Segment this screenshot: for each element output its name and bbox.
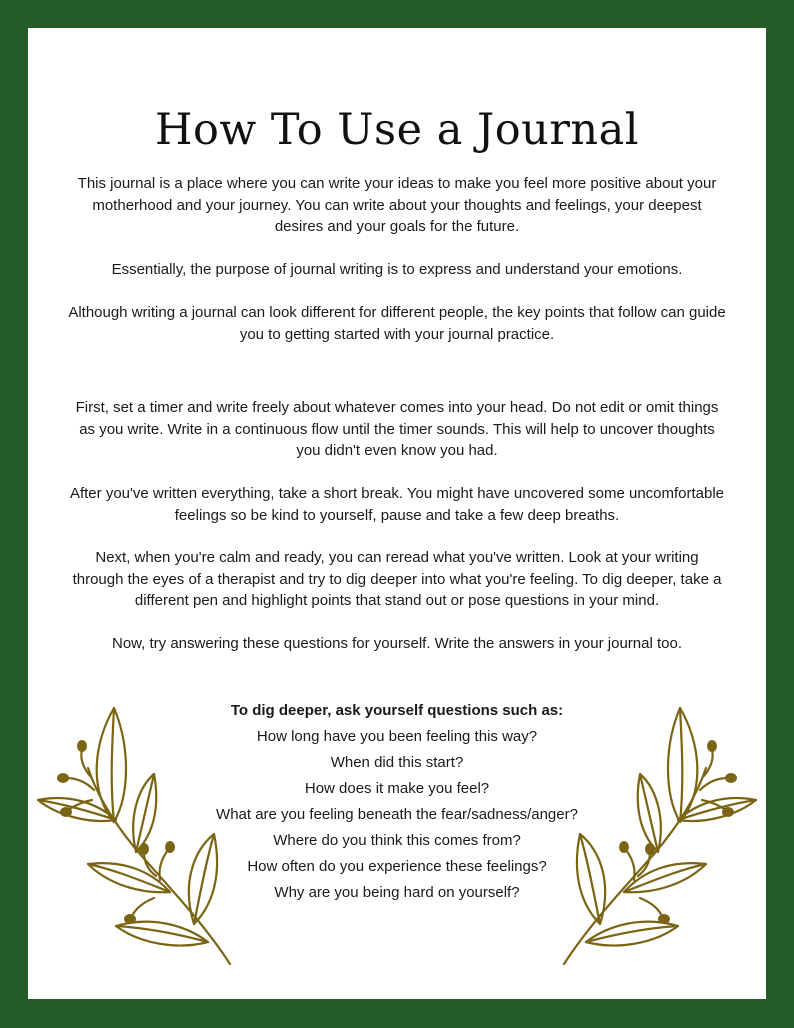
question-item: How long have you been feeling this way?	[256, 728, 538, 745]
purpose-paragraph: Essentially, the purpose of journal writing is to express and understand your emotions.	[111, 261, 683, 278]
intro-paragraph: This journal is a place where you can write your ideas to make you feel more positive about your motherhood and your journey. You can write about your thoughts and feelings, your deepest desires and your goals for the future.	[77, 175, 717, 235]
step-break-paragraph: After you've written everything, take a short break. You might have uncovered some uncomfortable feelings so be kind to yourself, pause and take a few deep breaths.	[69, 485, 725, 524]
page-title: How To Use a Journal	[155, 105, 639, 155]
right-olive-branch-icon	[552, 702, 762, 972]
question-item: Why are you being hard on yourself?	[274, 884, 520, 901]
question-item: When did this start?	[330, 754, 464, 771]
step-timer-paragraph: First, set a timer and write freely about whatever comes into your head. Do not edit or omit things as you write. Write in a continuous flow until the timer sounds. This will help to uncover thoughts you didn't even know you had.	[75, 399, 719, 459]
key-points-paragraph: Although writing a journal can look different for different people, the key points that follow can guide you to getting started with your journal practice.	[68, 304, 726, 343]
journal-page	[28, 28, 766, 999]
question-item: Where do you think this comes from?	[273, 832, 521, 849]
questions-list	[177, 698, 617, 906]
step-reread-paragraph: Next, when you're calm and ready, you can reread what you've written. Look at your writing through the eyes of a therapist and try to dig deeper into what you're feeling. To dig deeper, take a different pen and highlight points that stand out or pose questions in your mind.	[72, 549, 722, 609]
question-item: How often do you experience these feelings?	[247, 858, 547, 875]
left-olive-branch-icon	[32, 702, 242, 972]
question-item: How does it make you feel?	[304, 780, 490, 797]
questions-heading: To dig deeper, ask yourself questions such as:	[230, 702, 564, 719]
question-item: What are you feeling beneath the fear/sadness/anger?	[216, 806, 578, 823]
step-answer-paragraph: Now, try answering these questions for yourself. Write the answers in your journal too.	[112, 635, 682, 652]
